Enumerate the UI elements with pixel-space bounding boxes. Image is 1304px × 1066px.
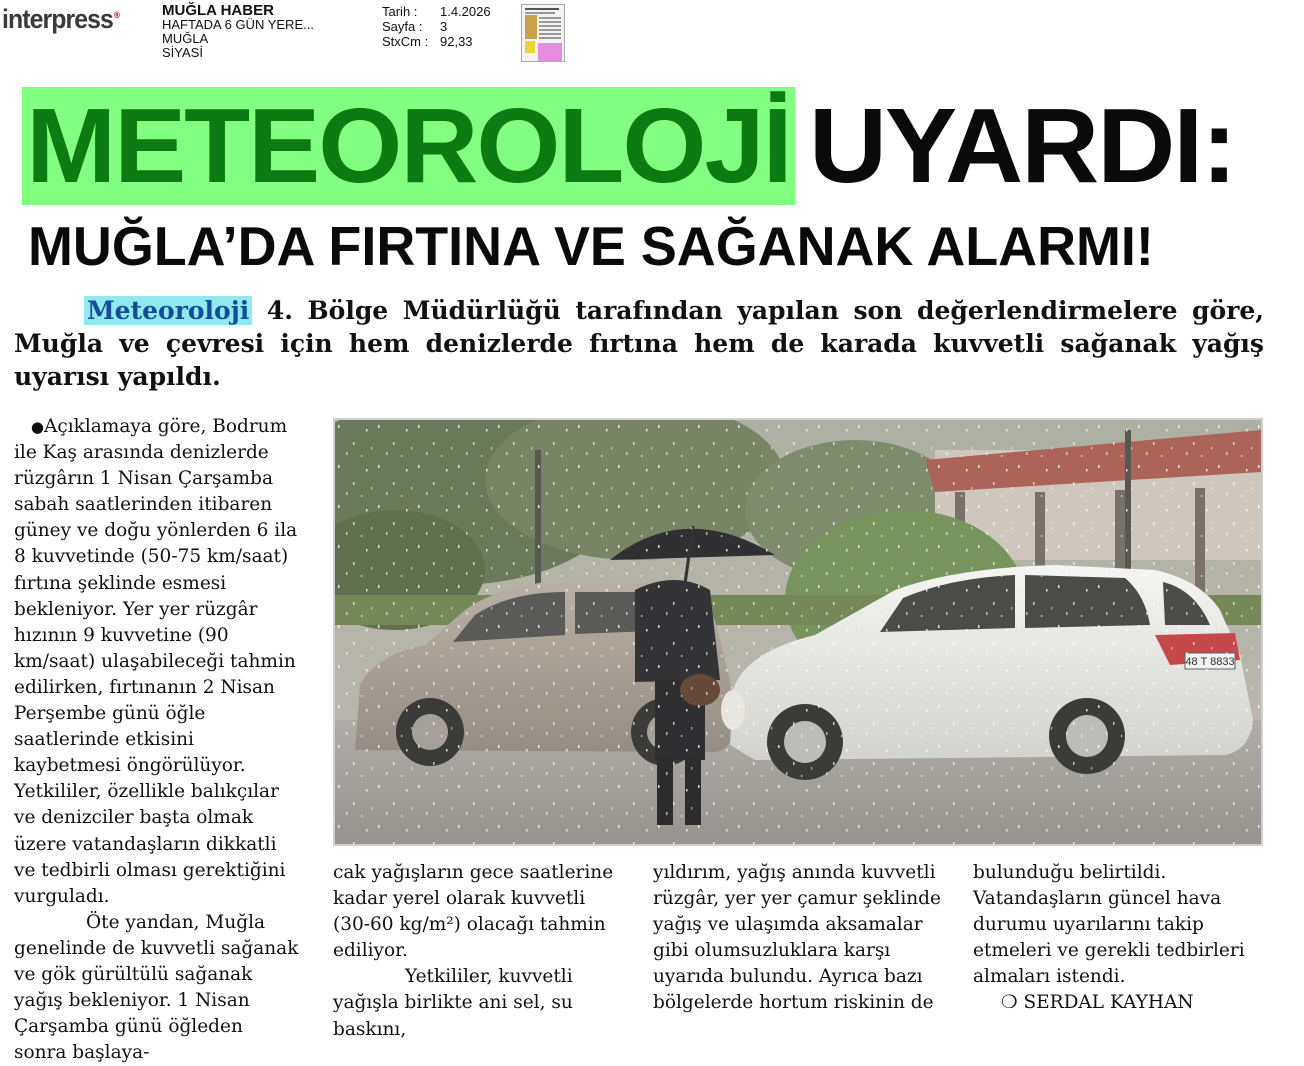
article-column-4 xyxy=(973,860,1263,1017)
byline xyxy=(973,990,1263,1016)
column-3-paragraph-1: yıldırım, yağış anında kuvvetli rüzgâr, yer yer çamur şeklinde yağış ve ulaşımda aksamalar gibi olumsuzluklara karşı uyarıda bulundu. Ayrıca bazı bölgelerde hortum riskinin de xyxy=(653,862,941,1014)
column-2-paragraph-1: cak yağışların gece saatlerine kadar yerel olarak kuvvetli (30-60 kg/m²) olacağı tahmin ediliyor. xyxy=(333,862,614,962)
lead-highlight: Meteoroloji xyxy=(84,296,252,325)
headline-rest: UYARDI: xyxy=(808,87,1236,205)
interpress-logo: interpress® xyxy=(2,4,120,34)
article-column-1 xyxy=(14,414,300,1066)
size-row: StxCm : 92,33 xyxy=(382,34,473,49)
column-1-paragraph-1: ●Açıklamaya göre, Bodrum ile Kaş arasında denizlerde rüzgârın 1 Nisan Çarşamba sabah saatlerinden itibaren güney ve doğu yönlerden 6 ila 8 kuvvetinde (50-75 km/saat) fırtına şeklinde esmesi bekleniyor. Yer yer rüzgâr hızının 9 kuvvetine (90 km/saat) ulaşabileceği tahmin edilirken, fırtınanın 2 Nisan Perşembe günü öğle saatlerinde etkisini kaybetmesi öngörülüyor. Yetkililer, özellikle balıkçılar ve denizciler başta olmak üzere vatandaşların dikkatli ve tedbirli olması gerektiğini vurguladı. xyxy=(14,416,298,907)
subheadline: MUĞLA’DA FIRTINA VE SAĞANAK ALARMI! xyxy=(28,215,1154,277)
publication-meta xyxy=(162,4,314,60)
publication-region: MUĞLA xyxy=(162,31,209,46)
article-column-3 xyxy=(653,860,943,1017)
page-thumbnail[interactable] xyxy=(521,4,565,62)
date-value: 1.4.2026 xyxy=(440,4,491,19)
column-4-paragraph-1: bulunduğu belirtildi. Vatandaşların güncel hava durumu uyarılarını takip etmeleri ve gerekli tedbirleri almaları istendi. xyxy=(973,862,1245,988)
publication-category: SİYASİ xyxy=(162,45,203,60)
column-1-paragraph-2: Öte yandan, Muğla genelinde de kuvvetli sağanak ve gök gürültülü sağanak yağış bekleniyor. 1 Nisan Çarşamba günü öğleden sonra başlaya- xyxy=(14,911,299,1064)
page-row: Sayfa : 3 xyxy=(382,19,448,34)
publication-frequency: HAFTADA 6 GÜN YERE... xyxy=(162,17,314,32)
lead-paragraph xyxy=(14,294,1264,393)
article-photo xyxy=(333,418,1263,846)
headline-highlight: METEOROLOJİ xyxy=(22,87,795,205)
headline xyxy=(22,86,1235,206)
column-2-paragraph-2: Yetkililer, kuvvetli yağışla birlikte ani sel, su baskını, xyxy=(333,966,573,1040)
lead-text: 4. Bölge Müdürlüğü tarafından yapılan son değerlendirmelere göre, Muğla ve çevresi için hem denizlerde fırtına hem de karada kuvvetli sağanak yağış uyarısı yapıldı. xyxy=(14,296,1264,391)
page-value: 3 xyxy=(440,19,448,34)
clip-meta xyxy=(382,4,491,49)
rain-street-photo xyxy=(335,420,1261,844)
size-value: 92,33 xyxy=(440,34,473,49)
article-column-2 xyxy=(333,860,623,1043)
date-row: Tarih : 1.4.2026 xyxy=(382,4,491,19)
byline-icon: ❍ xyxy=(1001,992,1018,1014)
author-name: SERDAL KAYHAN xyxy=(1023,992,1194,1014)
publication-name: MUĞLA HABER xyxy=(162,2,274,19)
bullet-icon: ● xyxy=(30,418,44,436)
